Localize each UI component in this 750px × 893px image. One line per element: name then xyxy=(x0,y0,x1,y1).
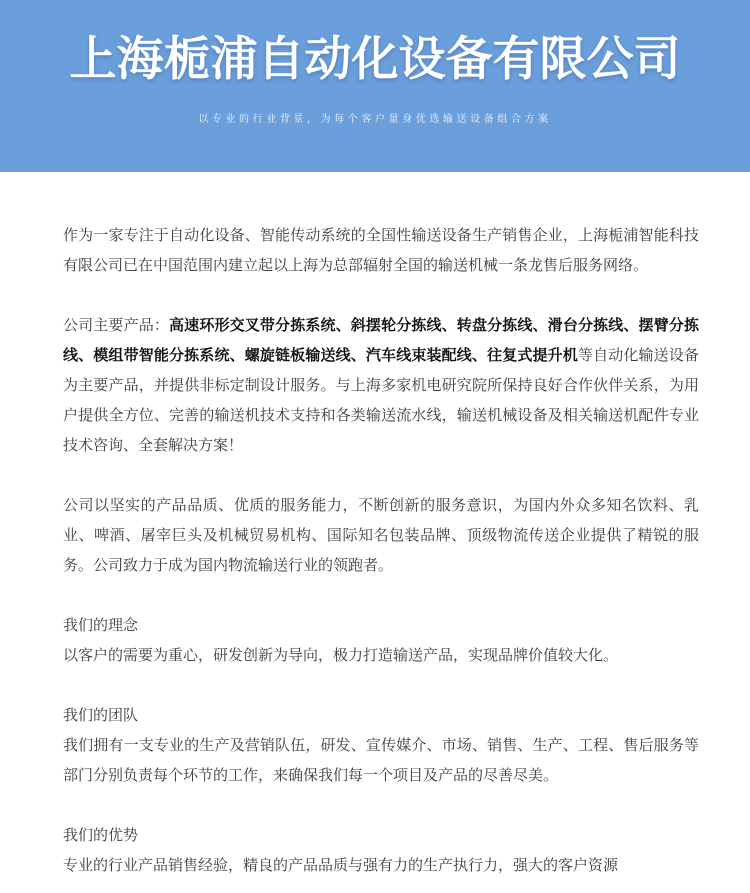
philosophy-heading: 我们的理念 xyxy=(63,616,139,634)
intro-paragraph: 作为一家专注于自动化设备、智能传动系统的全国性输送设备生产销售企业，上海栀浦智能科技有限公司已在中国范围内建立起以上海为总部辐射全国的输送机械一条龙售后服务网络。 xyxy=(63,226,699,274)
advantage-text: 专业的行业产品销售经验，精良的产品品质与强有力的生产执行力，强大的客户资源 xyxy=(63,856,619,874)
team-heading: 我们的团队 xyxy=(63,706,139,724)
philosophy-text: 以客户的需要为重心，研发创新为导向，极力打造输送产品，实现品牌价值较大化。 xyxy=(63,646,619,664)
header-banner xyxy=(0,0,750,172)
company-slogan: 以专业的行业背景，为每个客户量身优选输送设备组合方案 xyxy=(198,114,552,125)
products-lead: 公司主要产品： xyxy=(63,316,170,334)
company-title: 上海栀浦自动化设备有限公司 xyxy=(69,32,681,87)
advantage-heading: 我们的优势 xyxy=(63,826,139,844)
quality-paragraph: 公司以坚实的产品品质、优质的服务能力，不断创新的服务意识，为国内外众多知名饮料、乳业、啤酒、屠宰巨头及机械贸易机构、国际知名包装品牌、顶级物流传送企业提供了精锐的服务。公司致力于成为国内物流输送行业的领跑者。 xyxy=(63,496,699,574)
team-text: 我们拥有一支专业的生产及营销队伍，研发、宣传媒介、市场、销售、生产、工程、售后服务等部门分别负责每个环节的工作，来确保我们每一个项目及产品的尽善尽美。 xyxy=(63,736,699,784)
products-list: 高速环形交叉带分拣系统、斜摆轮分拣线、转盘分拣线、滑台分拣线、摆臂分拣线、模组带智能分拣系统、螺旋链板输送线、汽车线束装配线、往复式提升机 xyxy=(63,316,699,364)
products-description: 等自动化输送设备为主要产品，并提供非标定制设计服务。与上海多家机电研究院所保持良好合作伙伴关系，为用户提供全方位、完善的输送机技术支持和各类输送流水线，输送机械设备及相关输送机配件专业技术咨询、全套解决方案！ xyxy=(63,346,699,454)
article-body xyxy=(63,220,699,880)
products-paragraph xyxy=(63,310,699,460)
